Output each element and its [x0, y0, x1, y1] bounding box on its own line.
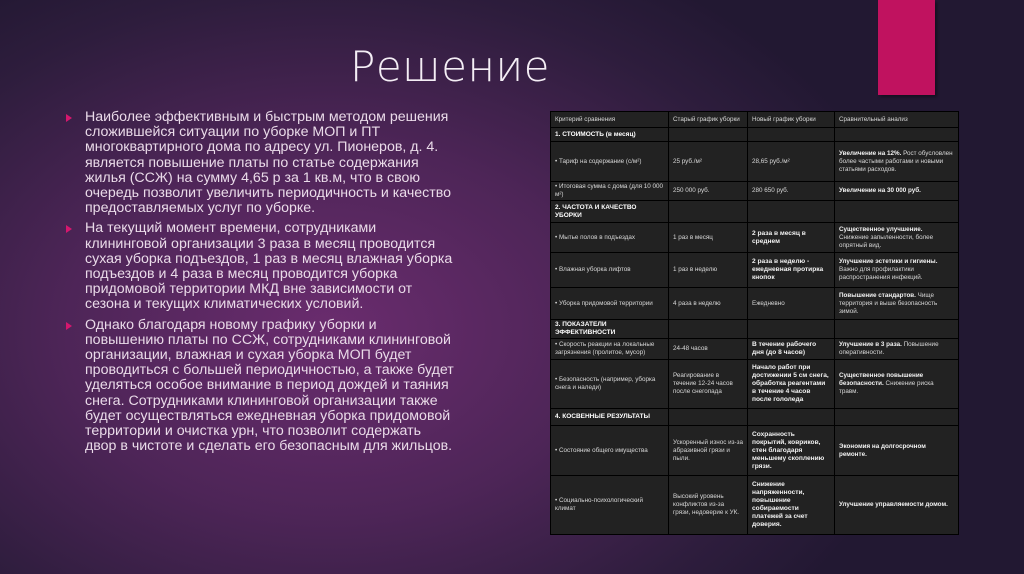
- analysis-highlight: Улучшение эстетики и гигиены.: [839, 258, 938, 265]
- bullet-list: [66, 110, 456, 459]
- accent-rectangle: [878, 0, 935, 95]
- empty-cell: [669, 320, 748, 339]
- criterion-cell: • Социально-психологический климат: [551, 476, 669, 535]
- empty-cell: [835, 320, 959, 339]
- section-title: 2. ЧАСТОТА И КАЧЕСТВО УБОРКИ: [551, 201, 669, 223]
- analysis-cell: [835, 476, 959, 535]
- column-header: Старый график уборки: [669, 112, 748, 128]
- analysis-cell: [835, 339, 959, 360]
- analysis-text: Повышение оперативности.: [839, 341, 939, 356]
- triangle-bullet-icon: [66, 322, 72, 330]
- bullet-paragraph: [66, 110, 456, 216]
- empty-cell: [748, 128, 835, 142]
- analysis-highlight: Повышение стандартов.: [839, 291, 916, 299]
- criterion-cell: • Итоговая сумма с дома (для 10 000 м²): [551, 182, 669, 201]
- new-schedule-cell: В течение рабочего дня (до 8 часов): [748, 339, 835, 360]
- triangle-bullet-icon: [66, 114, 72, 122]
- analysis-cell: [835, 182, 959, 201]
- bullet-paragraph: [66, 318, 456, 455]
- table-row: [551, 360, 959, 409]
- new-schedule-cell: Ежедневно: [748, 288, 835, 320]
- table-row: [551, 288, 959, 320]
- empty-cell: [669, 201, 748, 223]
- section-row: [551, 201, 959, 223]
- section-row: [551, 128, 959, 142]
- new-schedule-cell: 280 650 руб.: [748, 182, 835, 201]
- analysis-cell: [835, 426, 959, 476]
- empty-cell: [748, 201, 835, 223]
- new-schedule-cell: Сохранность покрытий, ковриков, стен благодаря меньшему скоплению грязи.: [748, 426, 835, 476]
- analysis-highlight: Улучшение в 3 раза.: [839, 341, 902, 348]
- old-schedule-cell: 25 руб./м²: [669, 142, 748, 182]
- old-schedule-cell: 4 раза в неделю: [669, 288, 748, 320]
- bullet-paragraph: [66, 221, 456, 312]
- table-row: [551, 223, 959, 253]
- triangle-bullet-icon: [66, 225, 72, 233]
- analysis-cell: [835, 288, 959, 320]
- column-header: Сравнительный анализ: [835, 112, 959, 128]
- table-row: [551, 182, 959, 201]
- empty-cell: [748, 320, 835, 339]
- empty-cell: [669, 128, 748, 142]
- old-schedule-cell: Высокий уровень конфликтов из-за грязи, недоверие к УК.: [669, 476, 748, 535]
- analysis-text: Важно для профилактики распространения инфекций.: [839, 266, 923, 281]
- table-row: [551, 426, 959, 476]
- analysis-cell: [835, 223, 959, 253]
- criterion-cell: • Состояние общего имущества: [551, 426, 669, 476]
- table-row: [551, 476, 959, 535]
- table-row: [551, 142, 959, 182]
- analysis-text: Снижение запыленности, более опрятный вид.: [839, 233, 934, 249]
- new-schedule-cell: 2 раза в месяц в среднем: [748, 223, 835, 253]
- old-schedule-cell: 24-48 часов: [669, 339, 748, 360]
- paragraph-text: На текущий момент времени, сотрудниками клининговой организации 3 раза в месяц проводится сухая уборка подъездов, 1 раз в месяц влажная уборка подъездов и 4 раза в месяц проводится уборка придомовой территории МКД вне зависимости от сезона и текущих климатических условий.: [85, 220, 453, 313]
- old-schedule-cell: 250 000 руб.: [669, 182, 748, 201]
- section-row: [551, 320, 959, 339]
- new-schedule-cell: 2 раза в неделю - ежедневная протирка кнопок: [748, 253, 835, 288]
- new-schedule-cell: Начало работ при достижении 5 см снега, обработка реагентами в течение 4 часов после гололеда: [748, 360, 835, 409]
- empty-cell: [835, 409, 959, 426]
- criterion-cell: • Уборка придомовой территории: [551, 288, 669, 320]
- analysis-highlight: Увеличение на 30 000 руб.: [839, 187, 921, 194]
- analysis-text: Рост обусловлен более частыми работами и новыми статьями расходов.: [839, 149, 953, 173]
- analysis-text: Чище территория и выше безопасность зимой.: [839, 291, 938, 315]
- analysis-highlight: Существенное повышение безопасности.: [839, 372, 924, 387]
- old-schedule-cell: Реагирование в течение 12-24 часов после снегопада: [669, 360, 748, 409]
- analysis-highlight: Увеличение на 12%.: [839, 149, 902, 157]
- criterion-cell: • Безопасность (например, уборка снега и наледи): [551, 360, 669, 409]
- analysis-cell: [835, 142, 959, 182]
- old-schedule-cell: 1 раз в месяц: [669, 223, 748, 253]
- slide-title: Решение: [350, 42, 550, 91]
- section-title: 1. СТОИМОСТЬ (в месяц): [551, 128, 669, 142]
- section-row: [551, 409, 959, 426]
- analysis-highlight: Улучшение управляемости домом.: [839, 501, 948, 508]
- criterion-cell: • Тариф на содержание (с/м²): [551, 142, 669, 182]
- empty-cell: [748, 409, 835, 426]
- comparison-table: [550, 111, 959, 535]
- paragraph-text: Однако благодаря новому графику уборки и повышению платы по ССЖ, сотрудниками клининговой организации, влажная и сухая уборка МОП будет проводиться с большей периодичностью, а также будет уделяться особое внимание в период дождей и таяния снега. Сотрудниками клининговой организации также будет осуществляться ежедневная уборка придомовой территории и очистка урн, что позволит содержать двор в чистоте и сделать его безопасным для жильцов.: [85, 316, 454, 455]
- empty-cell: [835, 128, 959, 142]
- table-row: [551, 253, 959, 288]
- table-header-row: [551, 112, 959, 128]
- criterion-cell: • Влажная уборка лифтов: [551, 253, 669, 288]
- new-schedule-cell: Снижение напряженности, повышение собираемости платежей за счет доверия.: [748, 476, 835, 535]
- empty-cell: [669, 409, 748, 426]
- section-title: 4. КОСВЕННЫЕ РЕЗУЛЬТАТЫ: [551, 409, 669, 426]
- old-schedule-cell: 1 раз в неделю: [669, 253, 748, 288]
- old-schedule-cell: Ускоренный износ из-за абразивной грязи и пыли.: [669, 426, 748, 476]
- analysis-highlight: Экономия на долгосрочном ремонте.: [839, 442, 926, 458]
- paragraph-text: Наиболее эффективным и быстрым методом решения сложившейся ситуации по уборке МОП и ПТ многоквартирного дома по адресу ул. Пионеров, д. 4. является повышение платы по статье содержания жилья (ССЖ) на сумму 4,65 р за 1 кв.м, что в свою очередь позволит увеличить периодичность и качество предоставляемых услуг по уборке.: [85, 109, 452, 217]
- analysis-cell: [835, 360, 959, 409]
- column-header: Критерий сравнения: [551, 112, 669, 128]
- new-schedule-cell: 28,65 руб./м²: [748, 142, 835, 182]
- criterion-cell: • Скорость реакции на локальные загрязнения (пролитое, мусор): [551, 339, 669, 360]
- section-title: 3. ПОКАЗАТЕЛИ ЭФФЕКТИВНОСТИ: [551, 320, 669, 339]
- criterion-cell: • Мытье полов в подъездах: [551, 223, 669, 253]
- column-header: Новый график уборки: [748, 112, 835, 128]
- analysis-cell: [835, 253, 959, 288]
- analysis-text: Снижение риска травм.: [839, 380, 934, 395]
- table-row: [551, 339, 959, 360]
- empty-cell: [835, 201, 959, 223]
- analysis-highlight: Существенное улучшение.: [839, 225, 923, 233]
